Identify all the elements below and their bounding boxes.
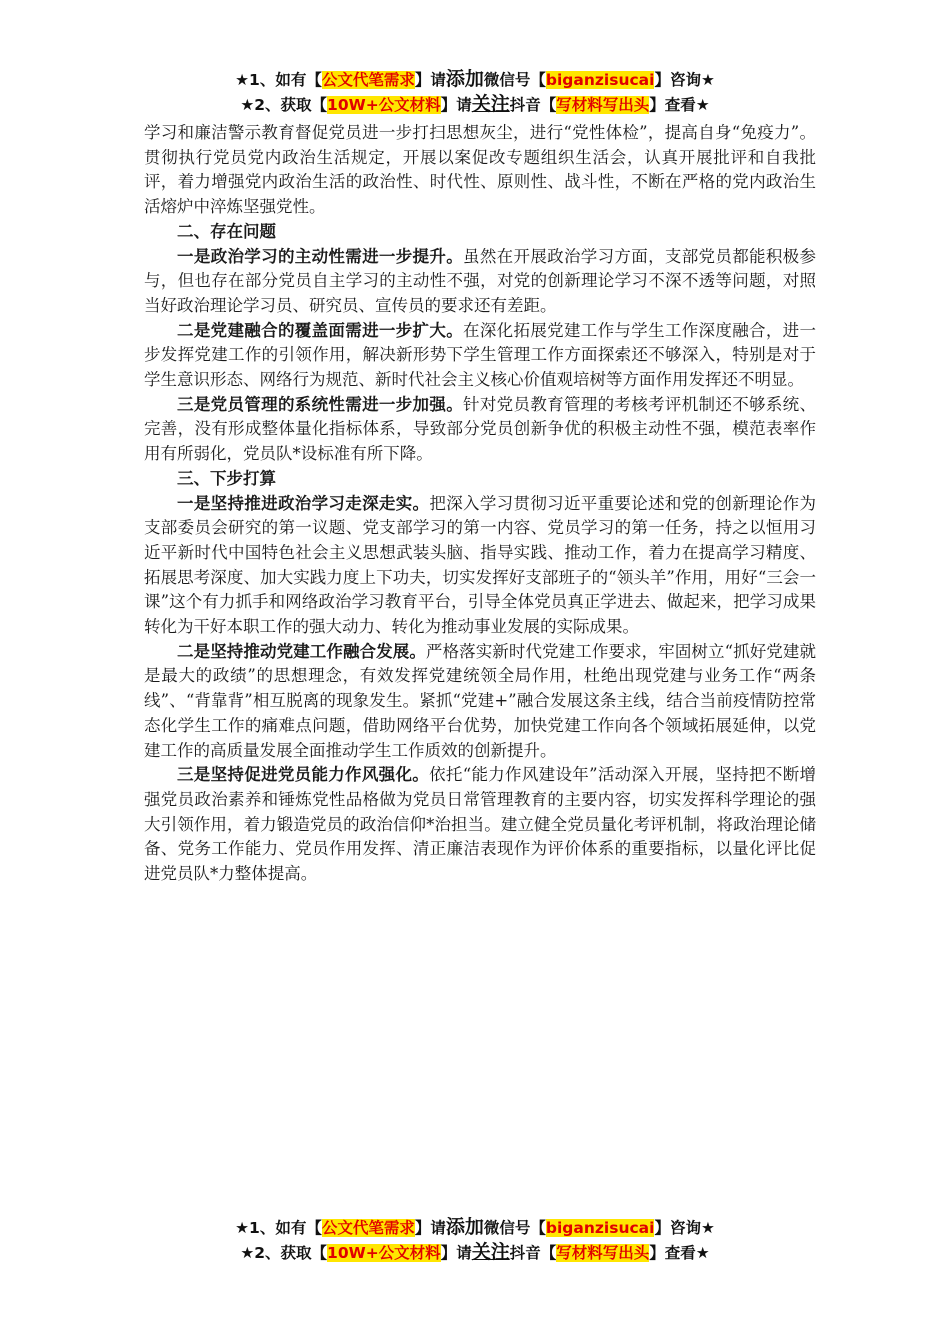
banner-highlight: 公文代笔需求 — [321, 1219, 415, 1237]
banner-line-1 — [0, 1215, 950, 1240]
paragraph-text: 把深入学习贯彻习近平重要论述和党的创新理论作为支部委员会研究的第一议题、党支部学习的第一内容、党员学习的第一任务，持之以恒用习近平新时代中国特色社会主义思想武装头脑、指导实践、推动工作，着力在提高学习精度、拓展思考深度、加大实践力度上下功夫，切实发挥好支部班子的“领头羊”作用，用好“三会一课”这个有力抓手和网络政治学习教育平台，引导全体党员真正学进去、做起来，把学习成果转化为干好本职工作的强大动力、转化为推动事业发展的实际成果。 — [144, 493, 817, 637]
banner-emphasis: 关注 — [471, 1241, 510, 1263]
banner-highlight-wechat-id: biganzisucai — [545, 1219, 655, 1237]
banner-line-2 — [0, 1240, 950, 1265]
paragraph-text: 在深化拓展党建工作与学生工作深度融合，进一步发挥党建工作的引领作用，解决新形势下学生管理工作方面探索还不够深入，特别是对于学生意识形态、网络行为规范、新时代社会主义核心价值观培树等方面作用发挥还不明显。 — [144, 320, 817, 390]
heading-text: 二、存在问题 — [177, 221, 276, 241]
banner-text: 抖音【 — [509, 1244, 557, 1262]
banner-highlight: 公文代笔需求 — [321, 71, 415, 89]
paragraph-lead: 一是坚持推进政治学习走深走实。 — [177, 493, 430, 513]
banner-text: 】请 — [440, 1244, 472, 1262]
paragraph-lead: 三是坚持促进党员能力作风强化。 — [177, 765, 430, 785]
paragraph-text: 依托“能力作风建设年”活动深入开展，坚持把不断增强党员政治素养和锤炼党性品格做为党员日常管理教育的主要内容，切实发挥科学理论的强大引领作用，着力锻造党员的政治信仰*治担当。建立健全党员量化考评机制，将政治理论储备、党务工作能力、党员作用发挥、清正廉洁表现作为评价体系的重要指标，以量化评比促进党员队*力整体提高。 — [144, 765, 817, 884]
heading-text: 三、下步打算 — [177, 468, 276, 488]
banner-text: 微信号【 — [483, 1219, 546, 1237]
banner-emphasis: 添加 — [445, 68, 484, 90]
banner-emphasis: 关注 — [471, 93, 510, 115]
banner-text: 】请 — [440, 96, 472, 114]
paragraph-text: 虽然在开展政治学习方面，支部党员都能积极参与，但也存在部分党员自主学习的主动性不强，对党的创新理论学习不深不透等问题，对照当好政治理论学习员、研究员、宣传员的要求还有差距。 — [144, 246, 817, 315]
banner-text: 】咨询★ — [654, 1219, 715, 1237]
banner-highlight-douyin: 写材料写出头 — [556, 1244, 650, 1262]
banner-text: ★1、如有【 — [235, 1219, 322, 1237]
header-banner — [0, 67, 950, 117]
paragraph-lead: 一是政治学习的主动性需进一步提升。 — [177, 246, 464, 266]
banner-text: 】查看★ — [649, 96, 710, 114]
banner-text: 】查看★ — [649, 1244, 710, 1262]
banner-highlight-wechat-id: biganzisucai — [545, 71, 655, 89]
paragraph — [144, 245, 816, 319]
banner-text: ★1、如有【 — [235, 71, 322, 89]
banner-highlight: 10W+公文材料 — [327, 96, 441, 114]
paragraph: 学习和廉洁警示教育督促党员进一步打扫思想灰尘，进行“党性体检”，提高自身“免疫力”。贯彻执行党员党内政治生活规定，开展以案促改专题组织生活会，认真开展批评和自我批评，着力增强党内政治生活的政治性、时代性、原则性、战斗性，不断在严格的党内政治生活熔炉中淬炼坚强党性。 — [144, 123, 816, 217]
banner-text: 】请 — [414, 71, 446, 89]
banner-line-1 — [0, 67, 950, 92]
section-heading-problems — [144, 220, 816, 245]
banner-text: ★2、获取【 — [240, 96, 328, 114]
paragraph — [144, 319, 816, 393]
paragraph — [144, 393, 816, 467]
document-body — [144, 121, 816, 887]
banner-text: 】咨询★ — [654, 71, 715, 89]
banner-text: 抖音【 — [509, 96, 557, 114]
paragraph-lead: 二是党建融合的覆盖面需进一步扩大。 — [177, 320, 464, 340]
footer-banner — [0, 1215, 950, 1265]
paragraph — [144, 763, 816, 887]
section-heading-plans — [144, 467, 816, 492]
banner-line-2 — [0, 92, 950, 117]
banner-highlight-douyin: 写材料写出头 — [556, 96, 650, 114]
banner-text: ★2、获取【 — [240, 1244, 328, 1262]
banner-text: 】请 — [414, 1219, 446, 1237]
paragraph-lead: 三是党员管理的系统性需进一步加强。 — [177, 394, 464, 414]
paragraph-text: 针对党员教育管理的考核考评机制还不够系统、完善，没有形成整体量化指标体系，导致部分党员创新争优的积极主动性不强，模范表率作用有所弱化，党员队*设标准有所下降。 — [144, 394, 817, 464]
banner-text: 微信号【 — [483, 71, 546, 89]
paragraph-text: 严格落实新时代党建工作要求，牢固树立“抓好党建就是最大的政绩”的思想理念，有效发挥党建统领全局作用，杜绝出现党建与业务工作“两条线”、“背靠背”相互脱离的现象发生。紧抓“党建+”融合发展这条主线，结合当前疫情防控常态化学生工作的痛难点问题，借助网络平台优势，加快党建工作向各个领域拓展延伸，以党建工作的高质量发展全面推动学生工作质效的创新提升。 — [144, 641, 816, 760]
paragraph — [144, 492, 816, 640]
paragraph-lead: 二是坚持推动党建工作融合发展。 — [177, 641, 426, 661]
banner-highlight: 10W+公文材料 — [327, 1244, 441, 1262]
banner-emphasis: 添加 — [445, 1216, 484, 1238]
paragraph — [144, 640, 816, 764]
